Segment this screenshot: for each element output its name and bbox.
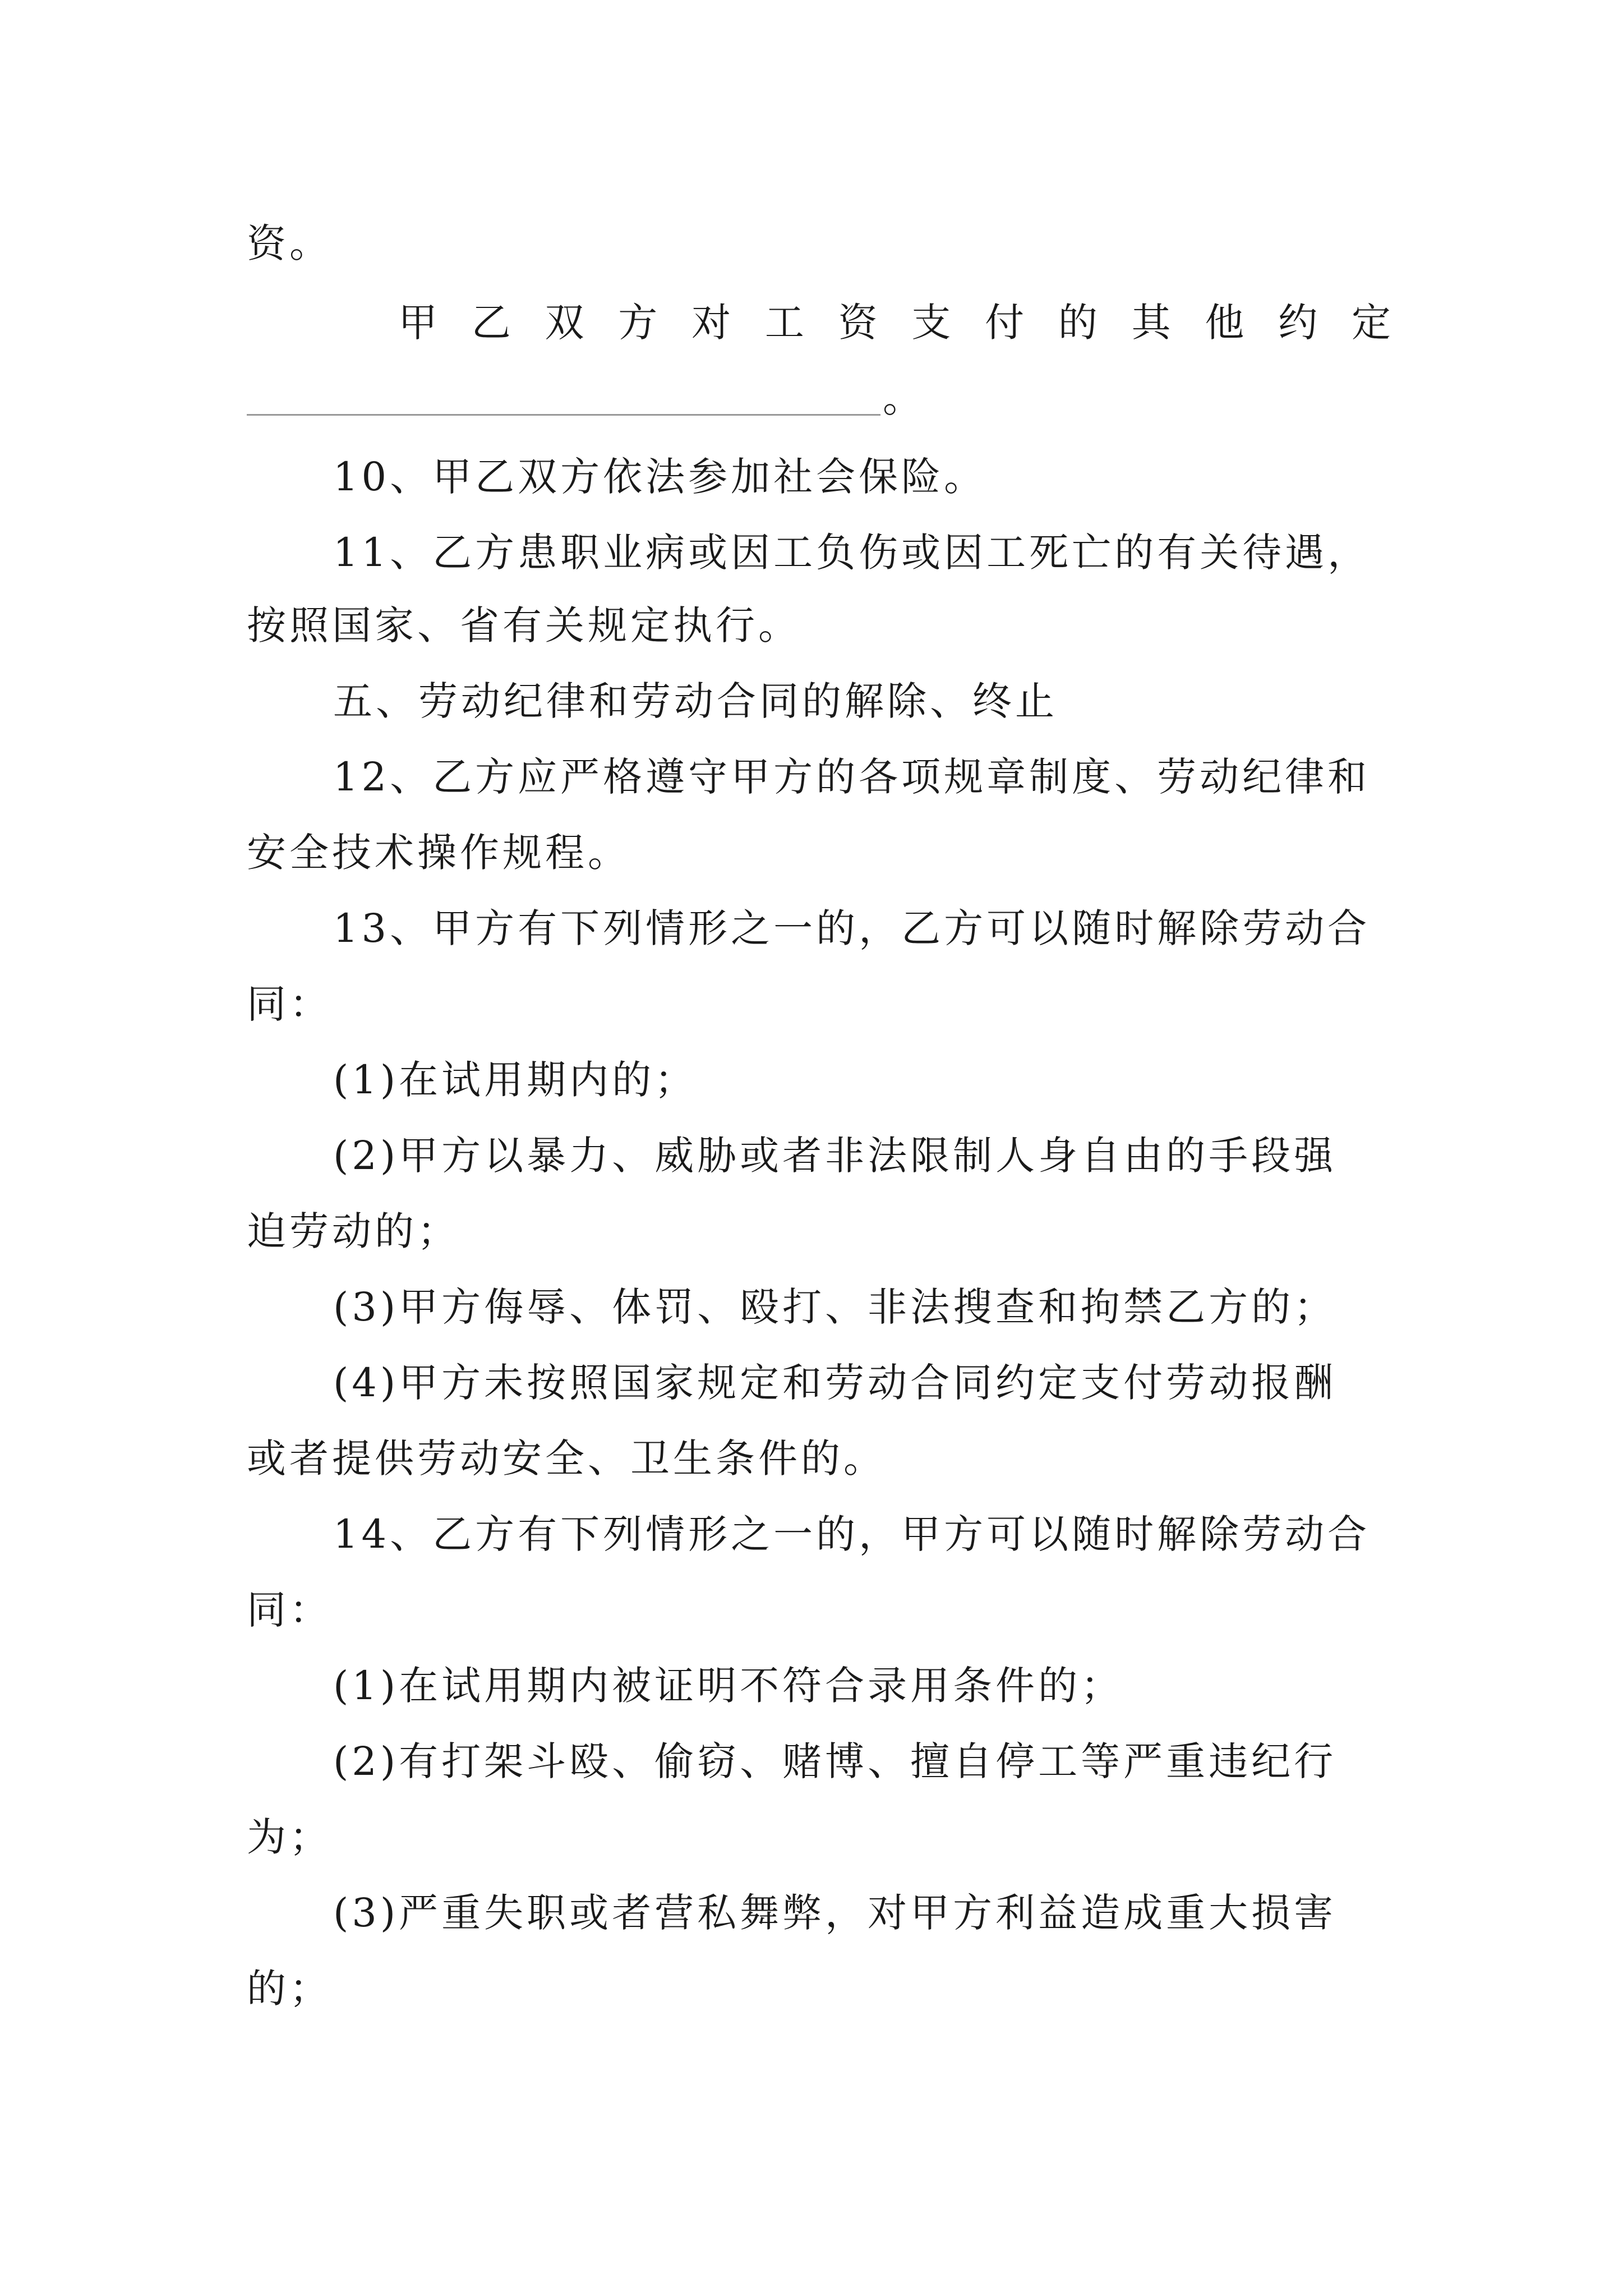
- clause-12-line2: 安全技术操作规程。: [247, 830, 630, 876]
- char: 的: [1058, 300, 1098, 346]
- char: 双: [545, 300, 584, 346]
- char: 方: [618, 300, 658, 346]
- clause-14-item2-line2: 为；: [247, 1814, 332, 1860]
- clause-13-item4-line2: 或者提供劳动安全、卫生条件的。: [247, 1435, 886, 1481]
- char: 资: [838, 300, 878, 346]
- clause-13-item2-line2: 迫劳动的；: [247, 1208, 460, 1254]
- clause-12-line1: 12、乙方应严格遵守甲方的各项规章制度、劳动纪律和: [333, 754, 1371, 800]
- clause-14-item2-line1: (2)有打架斗殴、偷窃、赌博、擅自停工等严重违纪行: [333, 1738, 1337, 1784]
- char: 乙: [471, 300, 511, 346]
- clause-11-line2: 按照国家、省有关规定执行。: [247, 602, 801, 648]
- clause-13-item1: (1)在试用期内的；: [333, 1057, 698, 1103]
- char: 甲: [398, 300, 437, 346]
- char: 工: [764, 300, 804, 346]
- char: 定: [1351, 300, 1391, 346]
- fill-in-blank-line: [247, 414, 880, 416]
- clause-13-item2-line1: (2)甲方以暴力、威胁或者非法限制人身自由的手段强: [333, 1133, 1337, 1179]
- char: 约: [1278, 300, 1318, 346]
- clause-13-item3: (3)甲方侮辱、体罚、殴打、非法搜查和拘禁乙方的；: [333, 1284, 1337, 1330]
- clause-14-item1: (1)在试用期内被证明不符合录用条件的；: [333, 1663, 1124, 1709]
- char: 他: [1205, 300, 1244, 346]
- char: 其: [1131, 300, 1171, 346]
- paragraph-tail: 资。: [247, 220, 332, 266]
- clause-14-line2: 同：: [247, 1587, 332, 1633]
- spaced-clause: [398, 295, 1391, 351]
- clause-13-line1: 13、甲方有下列情形之一的，乙方可以随时解除劳动合: [333, 905, 1371, 951]
- section-heading-5: 五、劳动纪律和劳动合同的解除、终止: [333, 678, 1058, 724]
- clause-14-item3-line2: 的；: [247, 1966, 332, 2012]
- char: 对: [691, 300, 731, 346]
- clause-13-line2: 同：: [247, 981, 332, 1027]
- clause-14-line1: 14、乙方有下列情形之一的，甲方可以随时解除劳动合: [333, 1511, 1371, 1557]
- clause-14-item3-line1: (3)严重失职或者营私舞弊，对甲方利益造成重大损害: [333, 1890, 1337, 1936]
- char: 付: [985, 300, 1025, 346]
- blank-period: 。: [883, 375, 922, 421]
- clause-11-line1: 11、乙方患职业病或因工负伤或因工死亡的有关待遇，: [333, 530, 1371, 576]
- char: 支: [911, 300, 951, 346]
- clause-10: 10、甲乙双方依法参加社会保险。: [333, 454, 987, 500]
- clause-13-item4-line1: (4)甲方未按照国家规定和劳动合同约定支付劳动报酬: [333, 1360, 1337, 1406]
